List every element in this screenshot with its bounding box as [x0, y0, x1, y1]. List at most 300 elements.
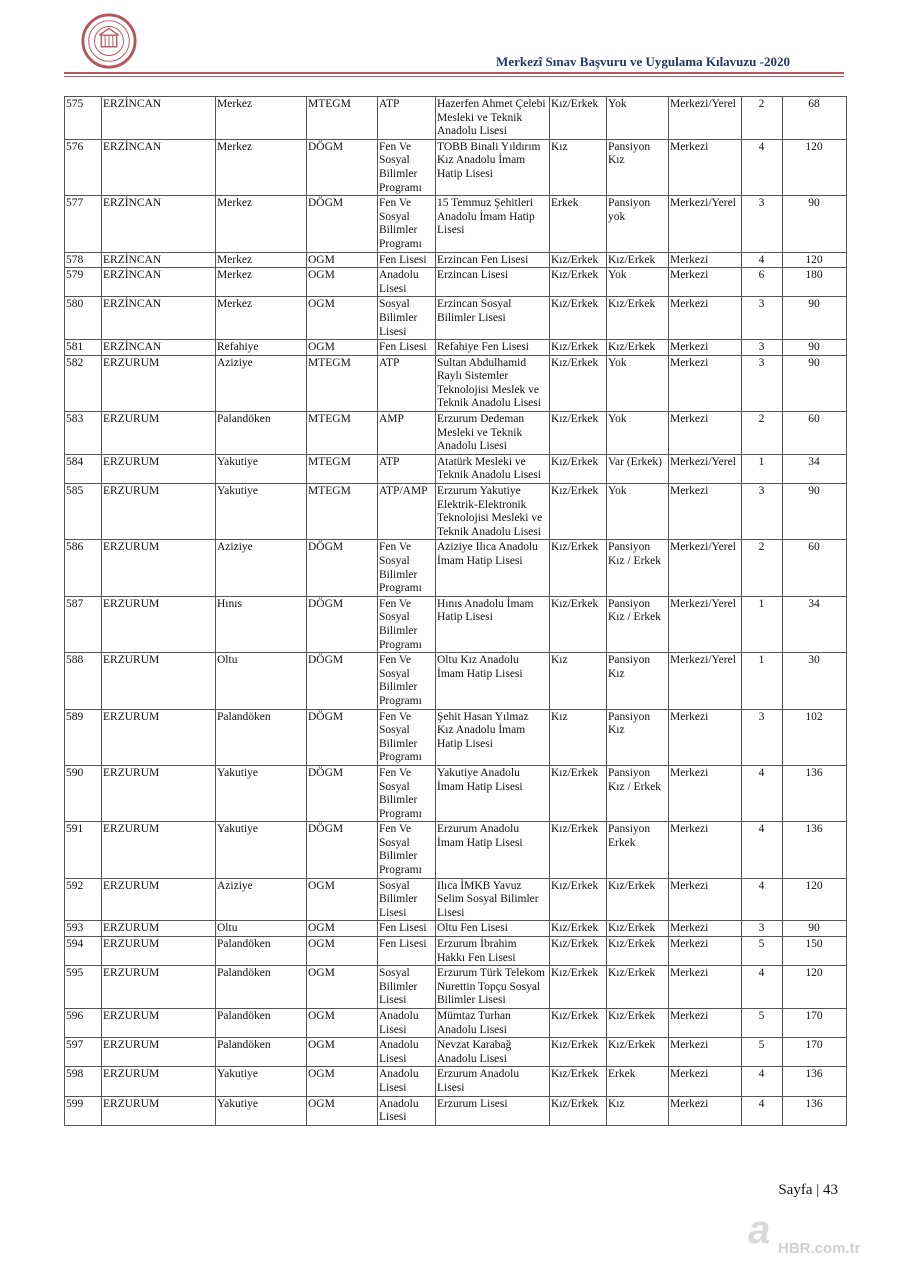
cell-province: ERZURUM — [102, 355, 216, 411]
table-row — [65, 268, 847, 297]
cell-placement-type: Merkezi/Yerel — [669, 653, 742, 709]
cell-province: ERZURUM — [102, 709, 216, 765]
cell-program-type: Sosyal Bilimler Lisesi — [378, 966, 436, 1009]
cell-directorate: DÖGM — [307, 540, 378, 596]
cell-school-name: Erzincan Sosyal Bilimler Lisesi — [436, 297, 550, 340]
table-row — [65, 822, 847, 878]
cell-district: Palandöken — [216, 966, 307, 1009]
cell-province: ERZURUM — [102, 921, 216, 937]
cell-program-type: ATP — [378, 97, 436, 140]
cell-quota: 34 — [783, 454, 847, 483]
cell-boarding: Kız/Erkek — [607, 921, 669, 937]
ahaber-watermark-icon — [738, 1209, 878, 1259]
cell-program-type: Anadolu Lisesi — [378, 268, 436, 297]
cell-province: ERZURUM — [102, 412, 216, 455]
cell-placement-type: Merkezi — [669, 355, 742, 411]
cell-program-type: Anadolu Lisesi — [378, 1038, 436, 1067]
cell-program-type: Fen Ve Sosyal Bilimler Programı — [378, 596, 436, 652]
cell-school-name: TOBB Binali Yıldırım Kız Anadolu İmam Hatip Lisesi — [436, 139, 550, 195]
cell-district: Refahiye — [216, 340, 307, 356]
cell-gender: Kız/Erkek — [550, 355, 607, 411]
cell-program-type: ATP — [378, 454, 436, 483]
cell-school-name: Erzurum Dedeman Mesleki ve Teknik Anadolu Lisesi — [436, 412, 550, 455]
cell-directorate: OGM — [307, 937, 378, 966]
cell-district: Palandöken — [216, 1038, 307, 1067]
cell-boarding: Kız/Erkek — [607, 1009, 669, 1038]
cell-school-name: Erzurum Anadolu Lisesi — [436, 1067, 550, 1096]
cell-placement-type: Merkezi — [669, 139, 742, 195]
cell-quota: 30 — [783, 653, 847, 709]
cell-gender: Kız/Erkek — [550, 97, 607, 140]
table-row — [65, 139, 847, 195]
cell-program-type: Fen Ve Sosyal Bilimler Programı — [378, 822, 436, 878]
cell-district: Yakutiye — [216, 484, 307, 540]
cell-gender: Kız — [550, 139, 607, 195]
cell-directorate: OGM — [307, 1067, 378, 1096]
cell-class-count: 3 — [742, 484, 783, 540]
cell-directorate: DÖGM — [307, 822, 378, 878]
cell-class-count: 2 — [742, 97, 783, 140]
cell-placement-type: Merkezi/Yerel — [669, 454, 742, 483]
cell-class-count: 4 — [742, 822, 783, 878]
cell-row-no: 591 — [65, 822, 102, 878]
cell-quota: 90 — [783, 921, 847, 937]
cell-district: Merkez — [216, 196, 307, 252]
cell-quota: 150 — [783, 937, 847, 966]
cell-program-type: Fen Lisesi — [378, 921, 436, 937]
cell-program-type: ATP/AMP — [378, 484, 436, 540]
cell-boarding: Pansiyon Erkek — [607, 822, 669, 878]
cell-province: ERZURUM — [102, 596, 216, 652]
cell-gender: Kız/Erkek — [550, 822, 607, 878]
cell-directorate: OGM — [307, 1009, 378, 1038]
header-divider — [64, 72, 844, 74]
cell-placement-type: Merkezi — [669, 252, 742, 268]
table-row — [65, 97, 847, 140]
cell-school-name: Hınıs Anadolu İmam Hatip Lisesi — [436, 596, 550, 652]
cell-placement-type: Merkezi/Yerel — [669, 596, 742, 652]
table-row — [65, 484, 847, 540]
cell-program-type: Fen Ve Sosyal Bilimler Programı — [378, 653, 436, 709]
cell-class-count: 3 — [742, 196, 783, 252]
table-row — [65, 1067, 847, 1096]
cell-placement-type: Merkezi — [669, 921, 742, 937]
cell-row-no: 597 — [65, 1038, 102, 1067]
cell-placement-type: Merkezi — [669, 822, 742, 878]
cell-placement-type: Merkezi — [669, 966, 742, 1009]
cell-boarding: Kız — [607, 1096, 669, 1125]
cell-placement-type: Merkezi — [669, 297, 742, 340]
cell-gender: Kız/Erkek — [550, 1096, 607, 1125]
cell-gender: Kız/Erkek — [550, 268, 607, 297]
cell-school-name: Ilıca İMKB Yavuz Selim Sosyal Bilimler Lisesi — [436, 878, 550, 921]
cell-province: ERZURUM — [102, 878, 216, 921]
cell-boarding: Kız/Erkek — [607, 937, 669, 966]
cell-class-count: 5 — [742, 1009, 783, 1038]
cell-boarding: Kız/Erkek — [607, 340, 669, 356]
cell-class-count: 1 — [742, 454, 783, 483]
cell-directorate: MTEGM — [307, 412, 378, 455]
cell-placement-type: Merkezi — [669, 709, 742, 765]
cell-gender: Kız/Erkek — [550, 484, 607, 540]
cell-province: ERZURUM — [102, 1038, 216, 1067]
cell-class-count: 3 — [742, 709, 783, 765]
cell-school-name: Hazerfen Ahmet Çelebi Mesleki ve Teknik Anadolu Lisesi — [436, 97, 550, 140]
cell-school-name: Oltu Fen Lisesi — [436, 921, 550, 937]
cell-placement-type: Merkezi — [669, 1096, 742, 1125]
table-row — [65, 252, 847, 268]
cell-directorate: OGM — [307, 1096, 378, 1125]
cell-province: ERZURUM — [102, 484, 216, 540]
table-body — [65, 97, 847, 1126]
cell-school-name: Erzurum Yakutiye Elektrik-Elektronik Teknolojisi Mesleki ve Teknik Anadolu Lisesi — [436, 484, 550, 540]
cell-province: ERZİNCAN — [102, 97, 216, 140]
table-row — [65, 765, 847, 821]
cell-class-count: 3 — [742, 340, 783, 356]
cell-directorate: OGM — [307, 268, 378, 297]
cell-class-count: 3 — [742, 355, 783, 411]
cell-district: Oltu — [216, 921, 307, 937]
cell-program-type: Fen Lisesi — [378, 340, 436, 356]
cell-quota: 120 — [783, 252, 847, 268]
cell-school-name: Oltu Kız Anadolu İmam Hatip Lisesi — [436, 653, 550, 709]
cell-gender: Kız/Erkek — [550, 596, 607, 652]
cell-directorate: OGM — [307, 921, 378, 937]
cell-province: ERZURUM — [102, 653, 216, 709]
cell-placement-type: Merkezi — [669, 1009, 742, 1038]
cell-placement-type: Merkezi — [669, 765, 742, 821]
cell-directorate: MTEGM — [307, 484, 378, 540]
cell-quota: 120 — [783, 139, 847, 195]
cell-placement-type: Merkezi — [669, 1038, 742, 1067]
cell-boarding: Pansiyon Kız — [607, 653, 669, 709]
cell-district: Aziziye — [216, 355, 307, 411]
cell-class-count: 6 — [742, 268, 783, 297]
cell-province: ERZURUM — [102, 1009, 216, 1038]
watermark-text: HBR.com.tr — [778, 1240, 861, 1257]
table-row — [65, 355, 847, 411]
cell-program-type: Fen Lisesi — [378, 937, 436, 966]
table-row — [65, 1038, 847, 1067]
cell-row-no: 594 — [65, 937, 102, 966]
table-row — [65, 1009, 847, 1038]
cell-gender: Erkek — [550, 196, 607, 252]
cell-province: ERZURUM — [102, 1067, 216, 1096]
cell-placement-type: Merkezi — [669, 412, 742, 455]
cell-boarding: Pansiyon Kız — [607, 139, 669, 195]
cell-gender: Kız/Erkek — [550, 340, 607, 356]
cell-province: ERZİNCAN — [102, 196, 216, 252]
cell-district: Merkez — [216, 268, 307, 297]
cell-province: ERZURUM — [102, 454, 216, 483]
cell-class-count: 4 — [742, 765, 783, 821]
cell-school-name: Erzurum Lisesi — [436, 1096, 550, 1125]
cell-class-count: 4 — [742, 1096, 783, 1125]
cell-quota: 90 — [783, 196, 847, 252]
cell-quota: 60 — [783, 540, 847, 596]
cell-directorate: OGM — [307, 252, 378, 268]
cell-class-count: 3 — [742, 297, 783, 340]
cell-directorate: DÖGM — [307, 765, 378, 821]
cell-program-type: Fen Ve Sosyal Bilimler Programı — [378, 139, 436, 195]
page-number: Sayfa | 43 — [778, 1182, 838, 1198]
cell-directorate: MTEGM — [307, 355, 378, 411]
cell-placement-type: Merkezi — [669, 484, 742, 540]
cell-program-type: Fen Ve Sosyal Bilimler Programı — [378, 765, 436, 821]
cell-province: ERZİNCAN — [102, 252, 216, 268]
cell-province: ERZURUM — [102, 765, 216, 821]
cell-gender: Kız/Erkek — [550, 1038, 607, 1067]
cell-directorate: OGM — [307, 297, 378, 340]
cell-quota: 90 — [783, 297, 847, 340]
cell-district: Palandöken — [216, 1009, 307, 1038]
cell-gender: Kız/Erkek — [550, 454, 607, 483]
cell-province: ERZURUM — [102, 540, 216, 596]
cell-program-type: Anadolu Lisesi — [378, 1067, 436, 1096]
cell-quota: 136 — [783, 1096, 847, 1125]
cell-program-type: Fen Ve Sosyal Bilimler Programı — [378, 196, 436, 252]
cell-gender: Kız/Erkek — [550, 1067, 607, 1096]
cell-directorate: DÖGM — [307, 653, 378, 709]
cell-school-name: Erzincan Lisesi — [436, 268, 550, 297]
cell-row-no: 578 — [65, 252, 102, 268]
cell-quota: 136 — [783, 1067, 847, 1096]
cell-gender: Kız/Erkek — [550, 937, 607, 966]
cell-class-count: 4 — [742, 966, 783, 1009]
cell-boarding: Pansiyon Kız / Erkek — [607, 540, 669, 596]
svg-text:a: a — [748, 1209, 771, 1252]
cell-district: Palandöken — [216, 709, 307, 765]
cell-directorate: MTEGM — [307, 97, 378, 140]
cell-row-no: 581 — [65, 340, 102, 356]
cell-row-no: 588 — [65, 653, 102, 709]
cell-district: Merkez — [216, 97, 307, 140]
cell-row-no: 590 — [65, 765, 102, 821]
cell-placement-type: Merkezi — [669, 1067, 742, 1096]
cell-directorate: OGM — [307, 340, 378, 356]
cell-directorate: OGM — [307, 878, 378, 921]
table-row — [65, 340, 847, 356]
cell-boarding: Kız/Erkek — [607, 878, 669, 921]
cell-boarding: Var (Erkek) — [607, 454, 669, 483]
table-row — [65, 596, 847, 652]
cell-district: Yakutiye — [216, 1096, 307, 1125]
cell-boarding: Pansiyon yok — [607, 196, 669, 252]
cell-boarding: Kız/Erkek — [607, 297, 669, 340]
cell-placement-type: Merkezi — [669, 878, 742, 921]
cell-district: Palandöken — [216, 412, 307, 455]
cell-boarding: Kız/Erkek — [607, 966, 669, 1009]
cell-class-count: 1 — [742, 596, 783, 652]
cell-quota: 102 — [783, 709, 847, 765]
cell-school-name: Refahiye Fen Lisesi — [436, 340, 550, 356]
cell-directorate: OGM — [307, 1038, 378, 1067]
cell-district: Palandöken — [216, 937, 307, 966]
cell-class-count: 3 — [742, 921, 783, 937]
cell-boarding: Erkek — [607, 1067, 669, 1096]
cell-row-no: 580 — [65, 297, 102, 340]
cell-program-type: Sosyal Bilimler Lisesi — [378, 297, 436, 340]
cell-class-count: 2 — [742, 540, 783, 596]
table-row — [65, 653, 847, 709]
table-row — [65, 1096, 847, 1125]
cell-placement-type: Merkezi — [669, 340, 742, 356]
cell-placement-type: Merkezi/Yerel — [669, 540, 742, 596]
cell-province: ERZİNCAN — [102, 297, 216, 340]
cell-row-no: 595 — [65, 966, 102, 1009]
cell-directorate: DÖGM — [307, 139, 378, 195]
cell-quota: 34 — [783, 596, 847, 652]
cell-boarding: Pansiyon Kız / Erkek — [607, 596, 669, 652]
cell-program-type: Sosyal Bilimler Lisesi — [378, 878, 436, 921]
cell-row-no: 579 — [65, 268, 102, 297]
cell-gender: Kız/Erkek — [550, 1009, 607, 1038]
cell-gender: Kız/Erkek — [550, 921, 607, 937]
table-row — [65, 921, 847, 937]
cell-class-count: 4 — [742, 1067, 783, 1096]
cell-class-count: 4 — [742, 252, 783, 268]
table-row — [65, 454, 847, 483]
cell-district: Yakutiye — [216, 765, 307, 821]
table-row — [65, 540, 847, 596]
document-header-title: Merkezî Sınav Başvuru ve Uygulama Kılavuzu -2020 — [496, 54, 790, 69]
cell-district: Hınıs — [216, 596, 307, 652]
cell-gender: Kız — [550, 653, 607, 709]
cell-quota: 90 — [783, 340, 847, 356]
cell-placement-type: Merkezi — [669, 268, 742, 297]
cell-district: Merkez — [216, 297, 307, 340]
cell-school-name: Şehit Hasan Yılmaz Kız Anadolu İmam Hatip Lisesi — [436, 709, 550, 765]
table-row — [65, 937, 847, 966]
cell-school-name: Yakutiye Anadolu İmam Hatip Lisesi — [436, 765, 550, 821]
cell-directorate: DÖGM — [307, 596, 378, 652]
cell-district: Merkez — [216, 252, 307, 268]
meb-seal-icon — [80, 12, 138, 70]
cell-district: Aziziye — [216, 878, 307, 921]
cell-school-name: Erzurum Anadolu İmam Hatip Lisesi — [436, 822, 550, 878]
cell-program-type: ATP — [378, 355, 436, 411]
table-row — [65, 966, 847, 1009]
cell-placement-type: Merkezi/Yerel — [669, 97, 742, 140]
cell-boarding: Kız/Erkek — [607, 252, 669, 268]
cell-row-no: 584 — [65, 454, 102, 483]
cell-directorate: DÖGM — [307, 196, 378, 252]
cell-district: Aziziye — [216, 540, 307, 596]
cell-row-no: 593 — [65, 921, 102, 937]
cell-province: ERZİNCAN — [102, 340, 216, 356]
cell-province: ERZURUM — [102, 966, 216, 1009]
cell-gender: Kız/Erkek — [550, 540, 607, 596]
header-divider-thin — [64, 76, 844, 77]
cell-boarding: Pansiyon Kız / Erkek — [607, 765, 669, 821]
cell-boarding: Pansiyon Kız — [607, 709, 669, 765]
cell-row-no: 585 — [65, 484, 102, 540]
cell-boarding: Yok — [607, 97, 669, 140]
cell-program-type: Fen Lisesi — [378, 252, 436, 268]
cell-class-count: 1 — [742, 653, 783, 709]
cell-row-no: 575 — [65, 97, 102, 140]
cell-directorate: OGM — [307, 966, 378, 1009]
cell-quota: 170 — [783, 1038, 847, 1067]
cell-row-no: 599 — [65, 1096, 102, 1125]
cell-district: Yakutiye — [216, 822, 307, 878]
table-row — [65, 196, 847, 252]
cell-row-no: 596 — [65, 1009, 102, 1038]
table-row — [65, 878, 847, 921]
cell-program-type: AMP — [378, 412, 436, 455]
cell-province: ERZİNCAN — [102, 268, 216, 297]
cell-class-count: 2 — [742, 412, 783, 455]
cell-directorate: DÖGM — [307, 709, 378, 765]
cell-district: Merkez — [216, 139, 307, 195]
cell-school-name: Atatürk Mesleki ve Teknik Anadolu Lisesi — [436, 454, 550, 483]
cell-row-no: 583 — [65, 412, 102, 455]
cell-school-name: Aziziye Ilıca Anadolu İmam Hatip Lisesi — [436, 540, 550, 596]
cell-gender: Kız — [550, 709, 607, 765]
cell-province: ERZURUM — [102, 937, 216, 966]
cell-row-no: 577 — [65, 196, 102, 252]
cell-row-no: 598 — [65, 1067, 102, 1096]
cell-quota: 68 — [783, 97, 847, 140]
cell-program-type: Fen Ve Sosyal Bilimler Programı — [378, 709, 436, 765]
cell-boarding: Yok — [607, 412, 669, 455]
school-quota-table — [64, 96, 847, 1126]
table-row — [65, 297, 847, 340]
cell-school-name: Erzurum İbrahim Hakkı Fen Lisesi — [436, 937, 550, 966]
cell-quota: 136 — [783, 765, 847, 821]
cell-district: Yakutiye — [216, 1067, 307, 1096]
cell-province: ERZİNCAN — [102, 139, 216, 195]
cell-gender: Kız/Erkek — [550, 878, 607, 921]
cell-boarding: Kız/Erkek — [607, 1038, 669, 1067]
cell-quota: 90 — [783, 484, 847, 540]
cell-school-name: Erzurum Türk Telekom Nurettin Topçu Sosyal Bilimler Lisesi — [436, 966, 550, 1009]
cell-gender: Kız/Erkek — [550, 765, 607, 821]
cell-program-type: Anadolu Lisesi — [378, 1009, 436, 1038]
cell-boarding: Yok — [607, 268, 669, 297]
cell-quota: 60 — [783, 412, 847, 455]
cell-directorate: MTEGM — [307, 454, 378, 483]
cell-quota: 180 — [783, 268, 847, 297]
cell-quota: 170 — [783, 1009, 847, 1038]
cell-class-count: 5 — [742, 937, 783, 966]
cell-quota: 120 — [783, 878, 847, 921]
cell-class-count: 5 — [742, 1038, 783, 1067]
cell-school-name: 15 Temmuz Şehitleri Anadolu İmam Hatip Lisesi — [436, 196, 550, 252]
cell-boarding: Yok — [607, 484, 669, 540]
table-row — [65, 412, 847, 455]
cell-quota: 136 — [783, 822, 847, 878]
cell-school-name: Nevzat Karabağ Anadolu Lisesi — [436, 1038, 550, 1067]
table-row — [65, 709, 847, 765]
cell-program-type: Anadolu Lisesi — [378, 1096, 436, 1125]
cell-boarding: Yok — [607, 355, 669, 411]
cell-row-no: 592 — [65, 878, 102, 921]
cell-province: ERZURUM — [102, 1096, 216, 1125]
cell-placement-type: Merkezi — [669, 937, 742, 966]
cell-gender: Kız/Erkek — [550, 412, 607, 455]
cell-program-type: Fen Ve Sosyal Bilimler Programı — [378, 540, 436, 596]
cell-gender: Kız/Erkek — [550, 252, 607, 268]
cell-class-count: 4 — [742, 139, 783, 195]
cell-district: Yakutiye — [216, 454, 307, 483]
cell-row-no: 589 — [65, 709, 102, 765]
cell-school-name: Mümtaz Turhan Anadolu Lisesi — [436, 1009, 550, 1038]
cell-placement-type: Merkezi/Yerel — [669, 196, 742, 252]
cell-class-count: 4 — [742, 878, 783, 921]
cell-gender: Kız/Erkek — [550, 966, 607, 1009]
cell-school-name: Erzincan Fen Lisesi — [436, 252, 550, 268]
